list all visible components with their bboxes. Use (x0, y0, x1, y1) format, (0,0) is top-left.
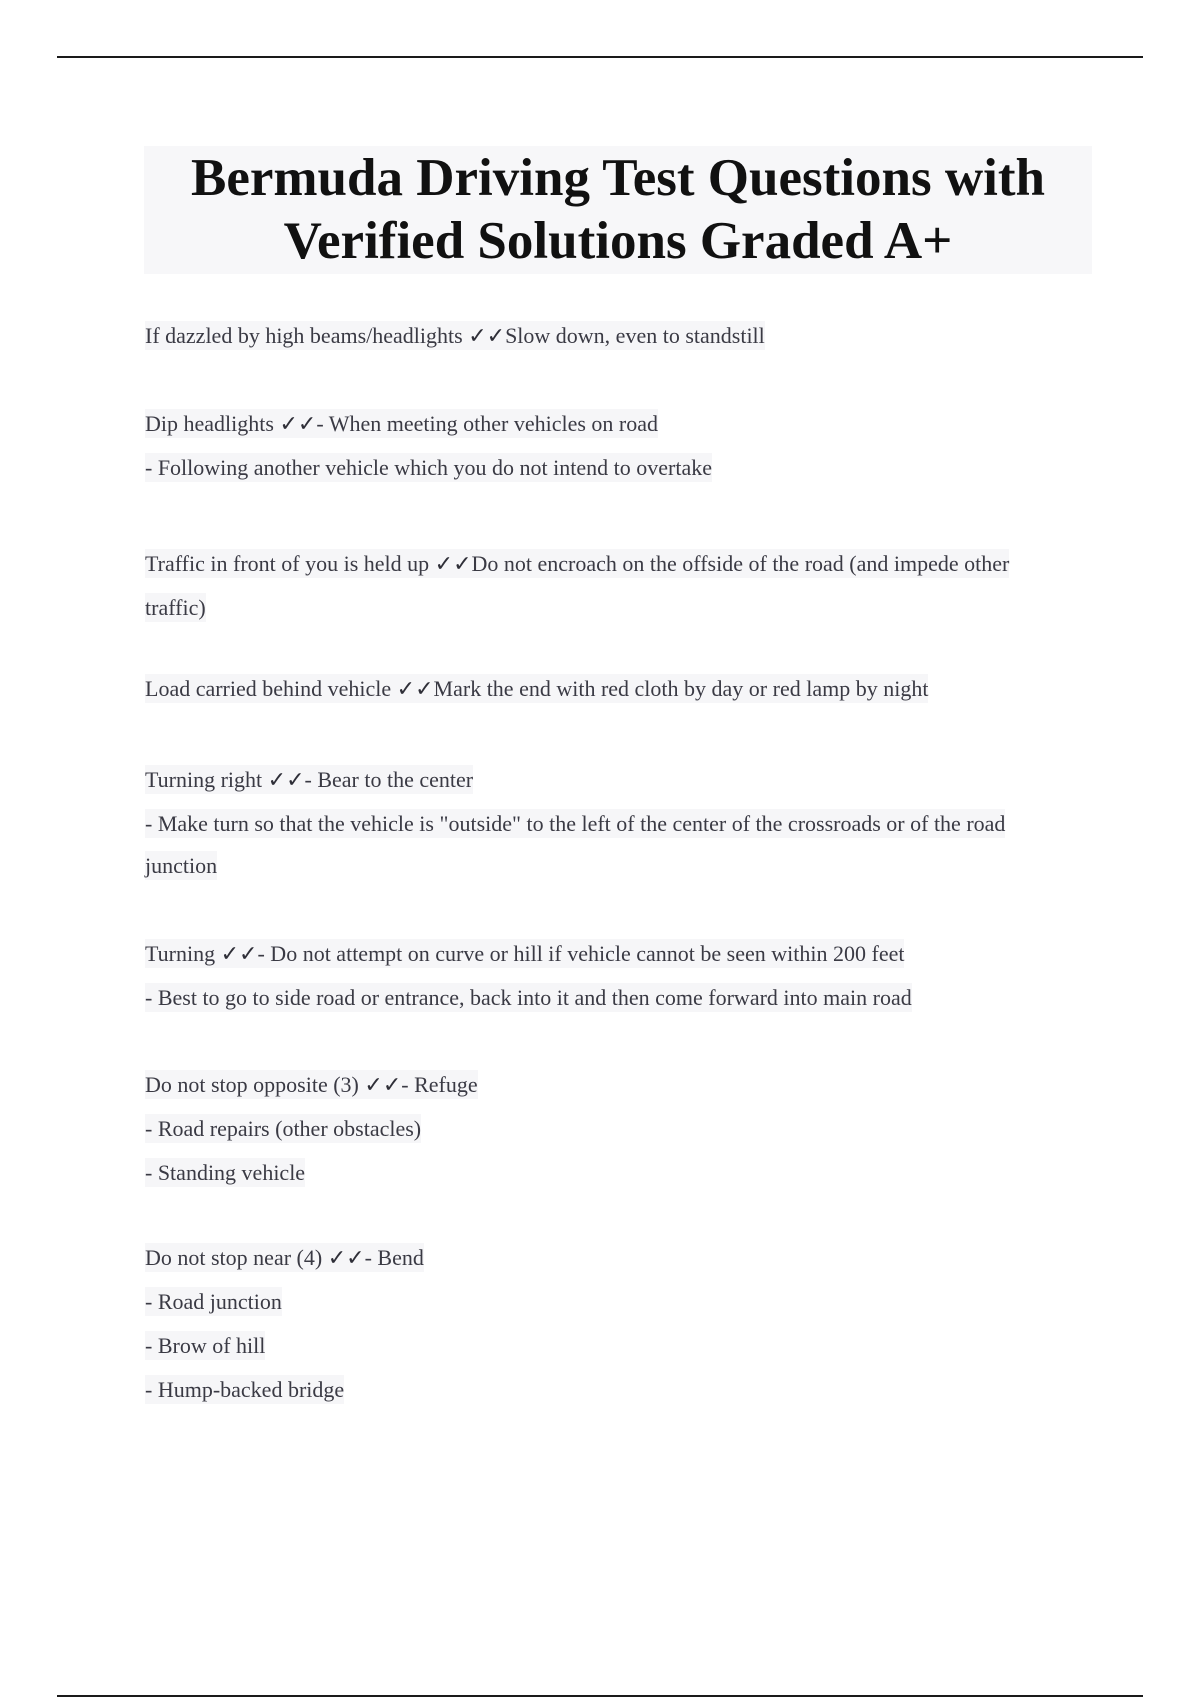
answer-text: - Best to go to side road or entrance, back into it and then come forward into main road (145, 985, 912, 1010)
header-rule (57, 56, 1143, 58)
question-text: Do not stop opposite (3) (145, 1072, 359, 1097)
title-line-2: Verified Solutions Graded A+ (283, 212, 953, 270)
answer-text: - Bend (364, 1245, 424, 1270)
answer-text: - When meeting other vehicles on road (316, 411, 659, 436)
answer-text: - Do not attempt on curve or hill if vehicle cannot be seen within 200 feet (257, 941, 905, 966)
answer-text: - Standing vehicle (145, 1160, 306, 1185)
question-text: Turning (145, 941, 216, 966)
question-text: Turning right (145, 767, 263, 792)
double-check-icon: ✓✓ (279, 411, 317, 436)
answer-text: Mark the end with red cloth by day or red lamp by night (433, 676, 929, 701)
double-check-icon: ✓✓ (468, 323, 506, 348)
double-check-icon: ✓✓ (220, 941, 258, 966)
answer-text: - Make turn so that the vehicle is "outside" to the left of the center of the crossroads or of the road junction (145, 811, 1006, 878)
question-text: Dip headlights (145, 411, 274, 436)
answer-text: Do not encroach on the offside of the road (and impede other traffic) (145, 551, 1010, 620)
answer-text: - Refuge (401, 1072, 478, 1097)
title-line-1: Bermuda Driving Test Questions with (190, 149, 1045, 207)
question-text: Traffic in front of you is held up (145, 551, 430, 576)
qa-item (145, 321, 1045, 365)
answer-text: - Following another vehicle which you do not intend to overtake (145, 455, 712, 480)
answer-text: - Hump-backed bridge (145, 1377, 345, 1402)
double-check-icon: ✓✓ (434, 551, 472, 576)
qa-item (145, 1070, 1045, 1202)
qa-item (145, 409, 1045, 497)
answer-text: - Bear to the center (304, 767, 474, 792)
qa-item (145, 674, 1045, 718)
qa-item (145, 765, 1045, 887)
footer-rule (57, 1695, 1143, 1697)
double-check-icon: ✓✓ (396, 676, 434, 701)
double-check-icon: ✓✓ (327, 1245, 365, 1270)
qa-item (145, 1243, 1045, 1419)
double-check-icon: ✓✓ (364, 1072, 402, 1097)
answer-text: - Brow of hill (145, 1333, 266, 1358)
qa-item (145, 939, 1045, 1027)
answer-text: Slow down, even to standstill (505, 323, 765, 348)
double-check-icon: ✓✓ (267, 767, 305, 792)
answer-text: - Road junction (145, 1289, 282, 1314)
document-title (191, 147, 1045, 273)
question-text: If dazzled by high beams/headlights (145, 323, 463, 348)
title-banner (144, 146, 1092, 274)
qa-item (145, 542, 1045, 630)
answer-text: - Road repairs (other obstacles) (145, 1116, 422, 1141)
question-text: Do not stop near (4) (145, 1245, 323, 1270)
question-text: Load carried behind vehicle (145, 676, 392, 701)
